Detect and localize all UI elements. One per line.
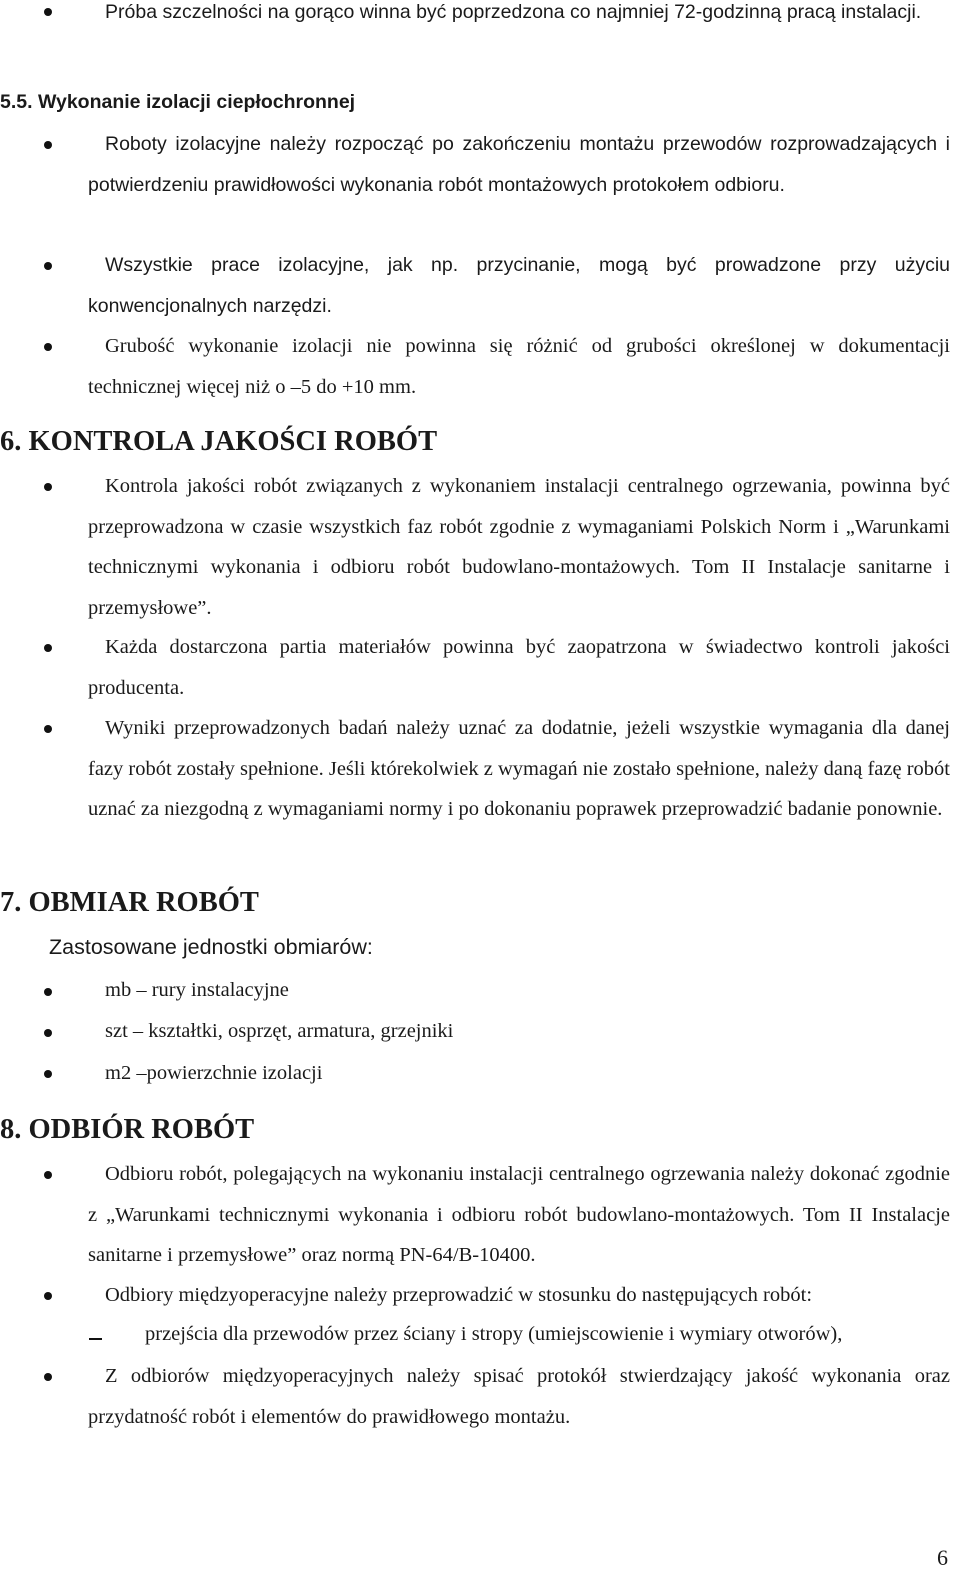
paragraph-quality-control: Kontrola jakości robót związanych z wykonaniem instalacji centralnego ogrzewania, powinna być przeprowadzona w czasie wszystkich faz robót zgodnie z wymaganiami Polskich Norm i „Warunkami technicznymi wykonania i odbioru robót budowlano-montażowych. Tom II Instalacje sanitarne i przemysłowe”. [88, 475, 950, 619]
paragraph-test-results: Wyniki przeprowadzonych badań należy uznać za dodatnie, jeżeli wszystkie wymagania dla danej fazy robót zostały spełnione. Jeśli którekolwiek z wymagań nie zostało spełnione, należy daną fazę robót uznać za niezgodną z wymaganiami normy i po dokonaniu poprawek przeprowadzić badanie ponownie. [88, 717, 950, 820]
unit-item-mb: mb – rury instalacyjne [105, 979, 289, 1001]
bullet-icon [44, 1171, 52, 1179]
section-heading-measurement: 7. OBMIAR ROBÓT [0, 887, 259, 918]
measurement-units-intro: Zastosowane jednostki obmiarów: [49, 935, 373, 959]
paragraph-interim-acceptance: Odbiory międzyoperacyjne należy przeprowadzić w stosunku do następujących robót: [105, 1284, 813, 1306]
subsection-title: 5.5. Wykonanie izolacji ciepłochronnej [0, 91, 356, 113]
bullet-icon [44, 725, 52, 733]
dash-item-openings: przejścia dla przewodów przez ściany i stropy (umiejscowienie i wymiary otworów), [145, 1323, 843, 1345]
bullet-icon [44, 141, 52, 149]
unit-item-m2: m2 –powierzchnie izolacji [105, 1062, 323, 1084]
bullet-icon [44, 8, 52, 16]
paragraph-insulation-thickness: Grubość wykonanie izolacji nie powinna się różnić od grubości określonej w dokumentacji technicznej więcej niż o –5 do +10 mm. [88, 335, 950, 398]
paragraph-insulation-start: Roboty izolacyjne należy rozpocząć po zakończeniu montażu przewodów rozprowadzających i potwierdzeniu prawidłowości wykonania robót montażowych protokołem odbioru. [88, 133, 950, 196]
section-heading-quality-control: 6. KONTROLA JAKOŚCI ROBÓT [0, 426, 438, 457]
section-heading-acceptance: 8. ODBIÓR ROBÓT [0, 1114, 255, 1145]
bullet-icon [44, 1070, 52, 1078]
bullet-icon [44, 644, 52, 652]
paragraph-acceptance: Odbioru robót, polegających na wykonaniu instalacji centralnego ogrzewania należy dokonać zgodnie z „Warunkami technicznymi wykonania i odbioru robót budowlano-montażowych. Tom II Instalacje sanitarne i przemysłowe” oraz normą PN-64/B-10400. [88, 1163, 950, 1266]
paragraph-material-certificate: Każda dostarczona partia materiałów powinna być zaopatrzona w świadectwo kontroli jakości producenta. [88, 636, 950, 699]
page-number: 6 [937, 1545, 948, 1570]
bullet-icon [44, 483, 52, 491]
paragraph-pressure-test: Próba szczelności na gorąco winna być poprzedzona co najmniej 72-godzinną pracą instalacji. [105, 1, 922, 23]
bullet-icon [44, 1292, 52, 1300]
bullet-icon [44, 343, 52, 351]
bullet-icon [44, 988, 52, 996]
bullet-icon [44, 1029, 52, 1037]
paragraph-insulation-tools: Wszystkie prace izolacyjne, jak np. przycinanie, mogą być prowadzone przy użyciu konwencjonalnych narzędzi. [88, 254, 950, 317]
paragraph-protocol: Z odbiorów międzyoperacyjnych należy spisać protokół stwierdzający jakość wykonania oraz przydatność robót i elementów do prawidłowego montażu. [88, 1365, 950, 1428]
dash-icon [89, 1338, 102, 1340]
bullet-icon [44, 262, 52, 270]
unit-item-szt: szt – kształtki, osprzęt, armatura, grzejniki [105, 1020, 454, 1042]
bullet-icon [44, 1373, 52, 1381]
